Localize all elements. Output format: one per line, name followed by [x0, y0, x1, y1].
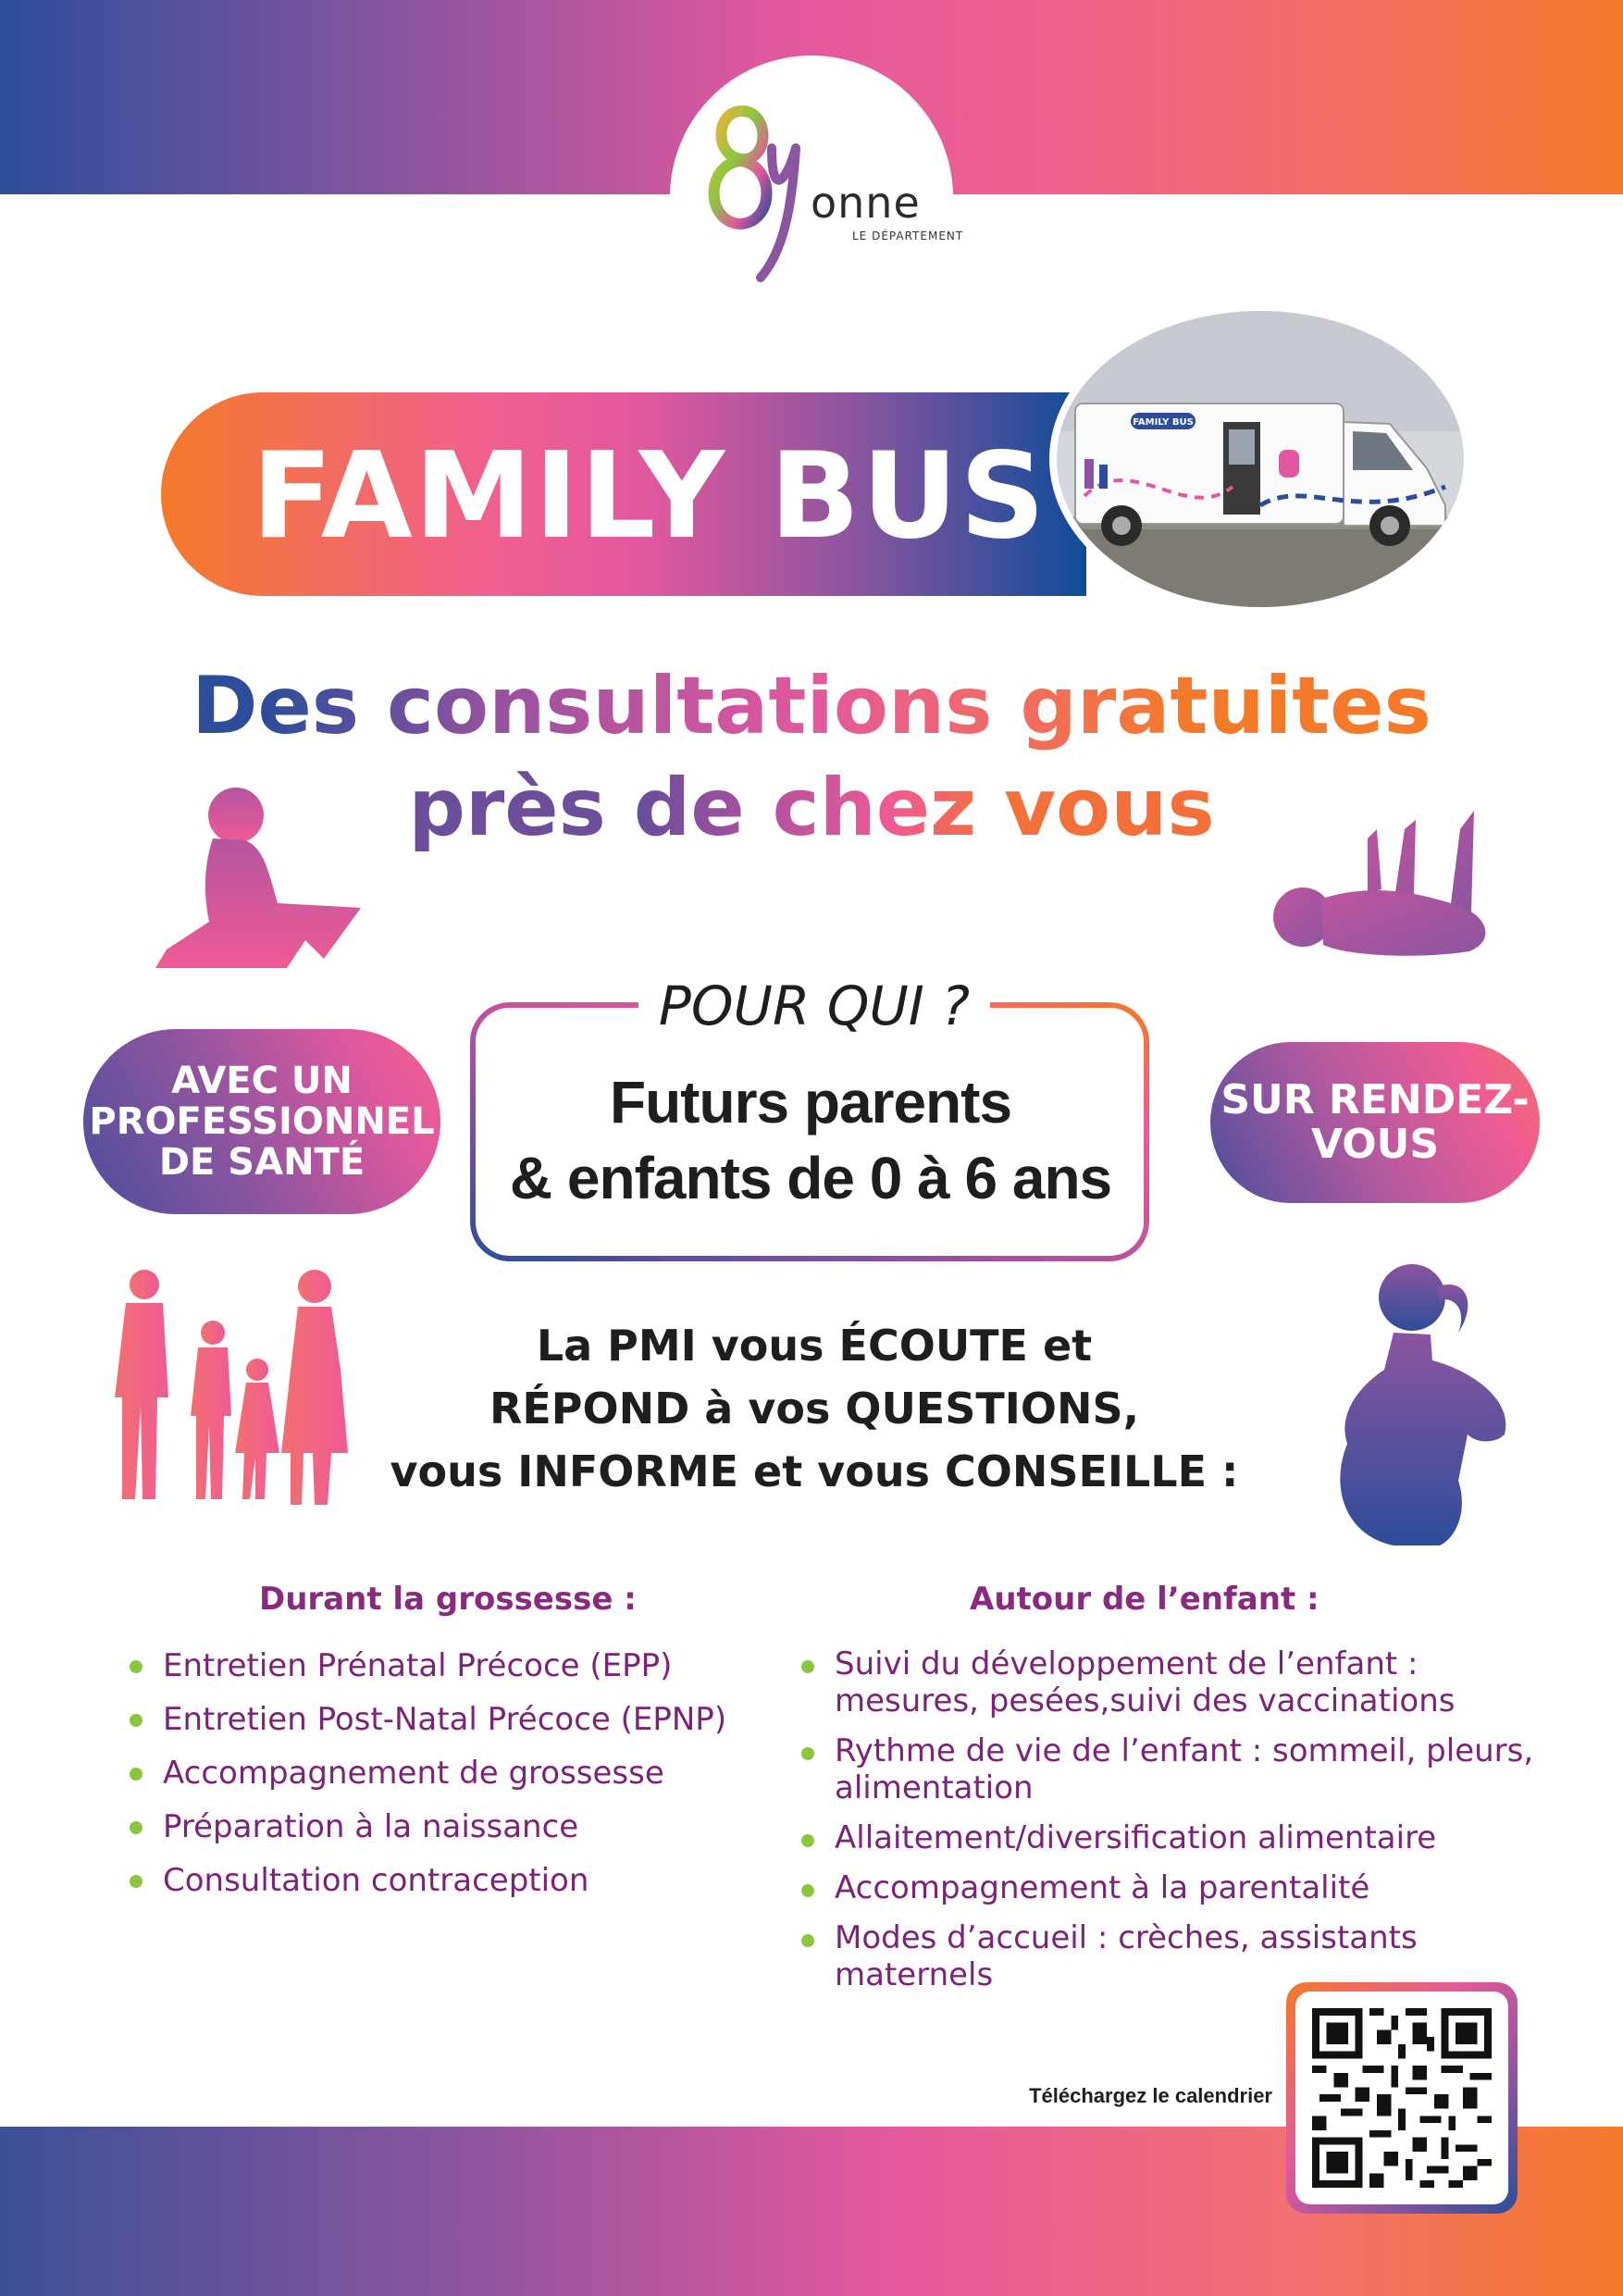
target-text [481, 1064, 1140, 1216]
list-item: Allaitement/diversification alimentaire [798, 1819, 1538, 1856]
list-item: Suivi du développement de l’enfant : mesures, pesées,suivi des vaccinations [798, 1645, 1538, 1719]
svg-text:Des consultations gratuites: Des consultations gratuites [192, 660, 1431, 751]
logo-subtitle: LE DÉPARTEMENT [852, 230, 964, 242]
target-line-1: Futurs parents [609, 1069, 1012, 1136]
pregnancy-heading: Durant la grossesse : [259, 1581, 637, 1618]
banner-title: FAMILY BUS [252, 428, 1047, 565]
target-line-2: & enfants de 0 à 6 ans [509, 1145, 1112, 1211]
qr-code-icon[interactable] [1312, 2008, 1492, 2188]
list-item: Entretien Post-Natal Précoce (EPNP) [126, 1699, 774, 1753]
qr-caption: Téléchargez le calendrier [1029, 2084, 1272, 2107]
bus-photo [1049, 304, 1471, 614]
list-item: Modes d’accueil : crèches, assistants maternels [798, 1919, 1538, 1993]
svg-text:FAMILY BUS: FAMILY BUS [1133, 417, 1194, 428]
child-heading: Autour de l’enfant : [970, 1581, 1319, 1618]
target-label: POUR QUI ? [638, 974, 990, 1038]
list-item: Accompagnement de grossesse [126, 1753, 774, 1806]
logo-word: onne [811, 178, 921, 228]
pmi-statement [333, 1314, 1295, 1503]
svg-text:près de chez vous: près de chez vous [408, 762, 1215, 853]
list-item: Consultation contraception [126, 1860, 774, 1914]
list-item: Rythme de vie de l’enfant : sommeil, pleurs, alimentation [798, 1732, 1538, 1806]
yonne-logo-mark [696, 93, 807, 287]
pmi-line-1: La PMI vous ÉCOUTE et [536, 1321, 1093, 1371]
pregnancy-list [126, 1645, 774, 1914]
list-item: Accompagnement à la parentalité [798, 1869, 1538, 1906]
pmi-line-2: RÉPOND à vos QUESTIONS, [489, 1384, 1140, 1433]
pmi-line-3: vous INFORME et vous CONSEILLE : [390, 1446, 1239, 1496]
family-icon [109, 1268, 352, 1508]
pregnant-woman-icon [1329, 1259, 1514, 1545]
list-item: Préparation à la naissance [126, 1806, 774, 1860]
baby-icon [1266, 801, 1497, 959]
child-list [798, 1645, 1538, 2006]
professional-pill: AVEC UN PROFESSIONNEL DE SANTÉ [83, 1029, 440, 1214]
headline-line-1 [139, 659, 1484, 771]
reading-child-icon [148, 783, 361, 977]
appointment-pill: SUR RENDEZ-VOUS [1210, 1042, 1540, 1203]
list-item: Entretien Prénatal Précoce (EPP) [126, 1645, 774, 1699]
